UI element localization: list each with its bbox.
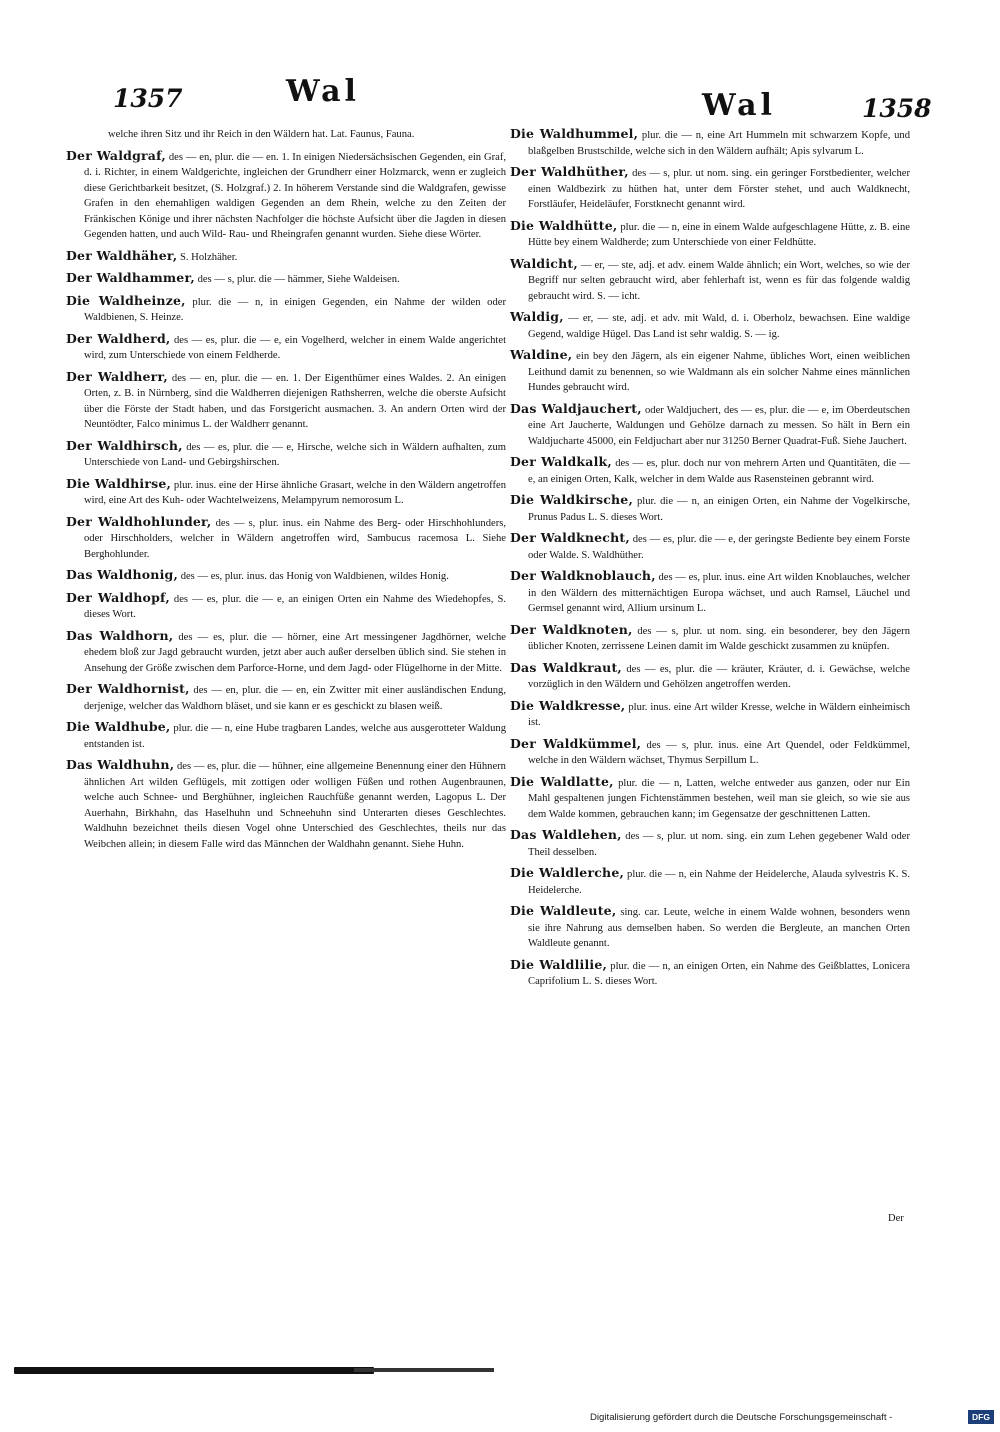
dictionary-entry [66, 127, 506, 143]
right-column [510, 126, 910, 995]
entry-definition: des — es, plur. die — e, an einigen Orten ein Nahme des Wiedehopfes, S. dieses Wort. [84, 593, 506, 620]
entry-headword: Die Waldhirse, [66, 475, 172, 491]
entry-definition: S. Holzhäher. [179, 251, 238, 263]
entry-headword: Waldig, [510, 309, 564, 324]
entry-definition: plur. die — n, eine Hube tragbaren Landes, welche aus ausgerotteter Waldung entstanden ist. [84, 723, 506, 750]
dictionary-entry [510, 622, 910, 655]
entry-definition: des — es, plur. die — e, Hirsche, welche sich in Wäldern aufhalten, zum Unterschiede von Land- und Gebirgshirschen. [84, 441, 506, 468]
entry-headword: Der Waldgraf, [66, 147, 166, 163]
entry-headword: Das Waldjauchert, [510, 400, 642, 416]
entry-headword: Die Waldkirsche, [510, 492, 634, 507]
dictionary-entry [510, 309, 910, 342]
dictionary-entry [510, 774, 910, 823]
dictionary-entry [510, 660, 910, 693]
dictionary-entry [510, 256, 910, 305]
entry-headword: Der Waldknoten, [510, 621, 633, 637]
dictionary-entry [66, 476, 506, 509]
running-head-right: Wal [702, 88, 776, 123]
entry-headword: Der Waldkalk, [510, 454, 612, 469]
dictionary-entry [66, 293, 506, 326]
entry-headword: Der Waldherr, [66, 368, 168, 384]
dictionary-entry [510, 865, 910, 898]
entry-definition: des — es, plur. die — kräuter, Kräuter, d. i. Gewächse, welche vorzüglich in den Wäldern und Gehölzen angetroffen werden. [528, 663, 910, 690]
entry-headword: Die Waldlatte, [510, 773, 614, 789]
entry-definition: plur. die — n, eine in einem Walde aufgeschlagene Hütte, z. B. eine Hütte bey einem Waldherde; zum Unterschiede von einer Feldhütte. [528, 221, 910, 248]
dictionary-entry [66, 148, 506, 243]
dictionary-entry [66, 590, 506, 623]
dictionary-entry [66, 369, 506, 433]
entry-headword: Die Waldhütte, [510, 217, 618, 233]
entry-headword: Die Waldlerche, [510, 865, 625, 880]
entry-definition: plur. die — n, an einigen Orten, ein Nahme des Geißblattes, Lonicera Caprifolium L. S. dieses Wort. [528, 960, 910, 987]
entry-headword: Die Waldheinze, [66, 292, 186, 308]
dictionary-entry [510, 164, 910, 213]
entry-headword: Das Waldhorn, [66, 627, 174, 643]
entry-definition: plur. inus. eine Art wilder Kresse, welche in Wäldern einheimisch ist. [528, 701, 910, 728]
catchword: Der [888, 1213, 904, 1224]
dictionary-entry [510, 347, 910, 396]
dictionary-entry [66, 681, 506, 714]
entry-headword: Der Waldhäher, [66, 247, 178, 263]
entry-definition: — er, — ste, adj. et adv. einem Walde ähnlich; ein Wort, welches, so wie der Begriff nur selten gebraucht wird, aber fehlerhaft ist, wenn es für das folgende waldig gebraucht wird. S. — icht. [528, 259, 910, 302]
entry-headword: Die Waldlilie, [510, 956, 608, 972]
entry-definition: welche ihren Sitz und ihr Reich in den Wäldern hat. Lat. Faunus, Fauna. [108, 129, 415, 140]
entry-definition: des — s, plur. inus. eine Art Quendel, oder Feldkümmel, welche in den Wäldern wächset, Thymus Serpillum L. [528, 739, 910, 766]
dictionary-entry [66, 270, 506, 288]
digitization-credit: Digitalisierung gefördert durch die Deutsche Forschungsgemeinschaft - [590, 1412, 893, 1423]
dictionary-entry [510, 827, 910, 860]
dictionary-entry [510, 218, 910, 251]
entry-definition: des — es, plur. inus. das Honig von Waldbienen, wildes Honig. [180, 571, 449, 582]
entry-definition: plur. die — n, ein Nahme der Heidelerche, Alauda sylvestris K. S. Heidelerche. [528, 869, 910, 896]
entry-definition: — er, — ste, adj. et adv. mit Wald, d. i. Oberholz, bewachsen. Eine waldige Gegend, waldige Hügel. Das Land ist sehr waldig. S. — ig. [528, 313, 910, 340]
entry-definition: plur. die — n, eine Art Hummeln mit schwarzem Kopfe, und blaßgelben Brustschilde, welche sich in den Wäldern aufhält; Apis sylvarum L. [528, 130, 910, 157]
entry-definition: des — s, plur. inus. ein Nahme des Berg- oder Hirschhohlunders, oder Hirschholders, welcher in Wäldern angetroffen wird, Sambucus racemosa L. Siehe Berghohlunder. [84, 517, 506, 560]
entry-headword: Der Waldherd, [66, 330, 171, 346]
entry-definition: ein bey den Jägern, als ein eigener Nahme, übliches Wort, einen weiblichen Leithund damit zu benennen, so wie Waldmann als ein solcher Nahme eines männlichen Hundes gebraucht wird. [528, 351, 910, 393]
dictionary-entry [510, 401, 910, 450]
entry-definition: des — en, plur. die — en. 1. In einigen Niedersächsischen Gegenden, ein Graf, d. i. Richter, in einem Waldgerichte, ingleichen der Grundherr einer Holzmarck, wenn er zugleich diese Gerichtbarkeit besitzet, (S. Holzgraf.) 2. In höherem Verstande sind die Waldgrafen, gewisse Grafen in den ehemahligen waldigen Gegenden an dem Rhein, welche zu den Zeiten der Fränkischen Könige und ihrer nächsten Nachfolger die höchste Aufsicht über die Jagden in diesen Gegenden hatten, und auch Wild- Rau- und Rheingrafen genannt wurden. Siehe diese Wörter. [84, 151, 507, 240]
entry-headword: Der Waldkümmel, [510, 735, 642, 751]
dictionary-entry [66, 757, 506, 852]
entry-definition: des — s, plur. ut nom. sing. ein besonderer, bey den Jägern üblicher Knoten, zerrissene Leinen damit im Walde geschickt zusammen zu knüpfen. [528, 625, 911, 652]
dictionary-entry [66, 331, 506, 364]
entry-headword: Der Waldhüther, [510, 164, 629, 179]
entry-headword: Das Waldkraut, [510, 659, 622, 675]
entry-headword: Die Waldhube, [66, 719, 171, 734]
entry-headword: Das Waldhuhn, [66, 757, 175, 772]
entry-headword: Der Waldhirsch, [66, 437, 183, 453]
dfg-logo: DFG [968, 1410, 994, 1424]
dictionary-entry [66, 567, 506, 585]
dictionary-entry [510, 530, 910, 563]
dictionary-entry [510, 454, 910, 487]
page-number-right: 1358 [862, 94, 932, 123]
entry-definition: des — s, plur. ut nom. sing. ein zum Lehen gegebener Wald oder Theil desselben. [528, 831, 911, 858]
dictionary-entry [66, 438, 506, 471]
entry-definition: plur. die — n, Latten, welche entweder aus ganzen, oder nur Ein Mahl gespaltenen jungen Fichtenstämmen bestehen, weil man sie gleich, so wie sie aus dem Walde kommen, gebrauchen kann; im Gegensatze der geschnittenen Latten. [528, 777, 910, 820]
entry-headword: Die Waldhummel, [510, 126, 639, 141]
left-column [66, 127, 506, 857]
entry-headword: Der Waldknecht, [510, 530, 630, 545]
entry-headword: Der Waldhornist, [66, 681, 190, 696]
entry-headword: Das Waldhonig, [66, 567, 179, 582]
entry-definition: sing. car. Leute, welche in einem Walde wohnen, besonders wenn sie ihre Nahrung aus demselben haben. So werden die Bergleute, an manchen Orten Waldleute genannt. [528, 907, 910, 949]
entry-headword: Die Waldleute, [510, 903, 617, 918]
entry-headword: Die Waldkresse, [510, 697, 626, 713]
dictionary-entry [66, 248, 506, 266]
entry-definition: plur. die — n, an einigen Orten, ein Nahme der Vogelkirsche, Prunus Padus L. S. dieses Wort. [528, 496, 910, 523]
entry-headword: Das Waldlehen, [510, 827, 622, 842]
entry-definition: des — s, plur. ut nom. sing. ein geringer Forstbedienter, welcher einen Waldbezirk zu hüthen hat, unter dem Förster stehet, und auch Waldknecht, Forstläufer, Heideläufer, Forstknecht genannt wird. [528, 168, 910, 210]
entry-definition: des — es, plur. die — e, ein Vogelherd, welcher in einem Walde angerichtet wird, zum Unterschiede von einem Feldherde. [84, 334, 507, 361]
dictionary-entry [510, 698, 910, 731]
entry-definition: plur. inus. eine der Hirse ähnliche Grasart, welche in den Wäldern angetroffen wird, eine Art des Kuh- oder Wachtelweizens, Melampyrum nemorosum L. [84, 479, 506, 506]
entry-headword: Der Waldhammer, [66, 270, 195, 285]
entry-definition: plur. die — n, in einigen Gegenden, ein Nahme der wilden oder Waldbienen, S. Heinze. [84, 296, 506, 323]
dictionary-entry [510, 126, 910, 159]
bottom-scan-rule [14, 1367, 374, 1374]
entry-definition: des — es, plur. die — hühner, eine allgemeine Benennung einer den Hühnern ähnlichen Art wilden Geflügels, mit zottigen oder wolligen Füßen und rothen Augenbraunen, welche auch Schnee- und Berghühner, ingleichen Rauchfüße genannt werden, Lagopus L. Der Auerhahn, Birkhahn, das Haselhuhn und Schneehuhn sind Unterarten dieses Geschlechtes. Waldhuhn bezeichnet theils diesen Vogel ohne Unterschied des Geschlechtes, theils nur das Weibchen allein; in diesem Falle wird das Männchen der Waldhahn genannt. Siehe Huhn. [84, 761, 506, 850]
entry-definition: des — s, plur. die — hämmer, Siehe Waldeisen. [197, 274, 400, 285]
dictionary-entry [66, 514, 506, 563]
entry-headword: Der Waldknoblauch, [510, 568, 656, 583]
entry-headword: Waldicht, [510, 255, 578, 271]
entry-definition: des — es, plur. die — e, der geringste Bediente bey einem Forste oder Walde. S. Waldhüther. [528, 534, 911, 561]
dictionary-entry [510, 957, 910, 990]
entry-definition: des — es, plur. doch nur von mehrern Arten und Quantitäten, die — e, an einigen Orten, Kalk, welcher in dem Walde aus Rasensteinen gebrannt wird. [528, 458, 910, 485]
running-head-left: Wal [286, 74, 360, 109]
entry-headword: Waldine, [510, 347, 573, 362]
entry-headword: Der Waldhopf, [66, 589, 170, 605]
entry-headword: Der Waldhohlunder, [66, 513, 212, 529]
dictionary-entry [66, 628, 506, 677]
page-number-left: 1357 [113, 84, 183, 113]
entry-definition: des — en, plur. die — en, ein Zwitter mit einer ausländischen Endung, derjenige, welcher das Waldhorn bläset, und sie kann er es geschickt zu blasen weiß. [84, 685, 507, 712]
dictionary-entry [510, 568, 910, 617]
entry-definition: des — es, plur. inus. eine Art wilden Knoblauches, welcher in den Wäldern des mitternächtigen Europa wächset, und auch Ramsel, Läuchel und Germsel genannt wird, Allium ursinum L. [528, 572, 910, 614]
dictionary-entry [510, 903, 910, 952]
dictionary-entry [66, 719, 506, 752]
dictionary-entry [510, 736, 910, 769]
entry-definition: des — es, plur. die — hörner, eine Art messingener Jagdhörner, welche ehedem bloß zur Jagd gebraucht wurden, jetzt aber auch außer derselben üblich sind. Sie stehen in Ansehung der Größe zwischen dem Parforce-Horne, und dem Jagd- oder Flügelhorne in der Mitte. [84, 631, 507, 674]
entry-definition: oder Waldjuchert, des — es, plur. die — e, im Oberdeutschen eine Art Jaucherte, Waldungen und Gehölze darnach zu messen. So hält in Bern ein Waldjucharte 45000, ein Feldjuchart aber nur 31250 Berner Quadrat-Fuß. Siehe Jauchert. [528, 404, 910, 447]
entry-definition: des — en, plur. die — en. 1. Der Eigenthümer eines Waldes. 2. An einigen Orten, z. B. in Nürnberg, sind die Waldherren diejenigen Rathsherren, welche die oberste Aufsicht über die Förste der Stadt haben, und das Forstgericht ausmachen. 3. An andern Orten wird der Neuntödter, Falco minimus L. der Waldherr genannt. [84, 372, 506, 430]
dictionary-entry [510, 492, 910, 525]
